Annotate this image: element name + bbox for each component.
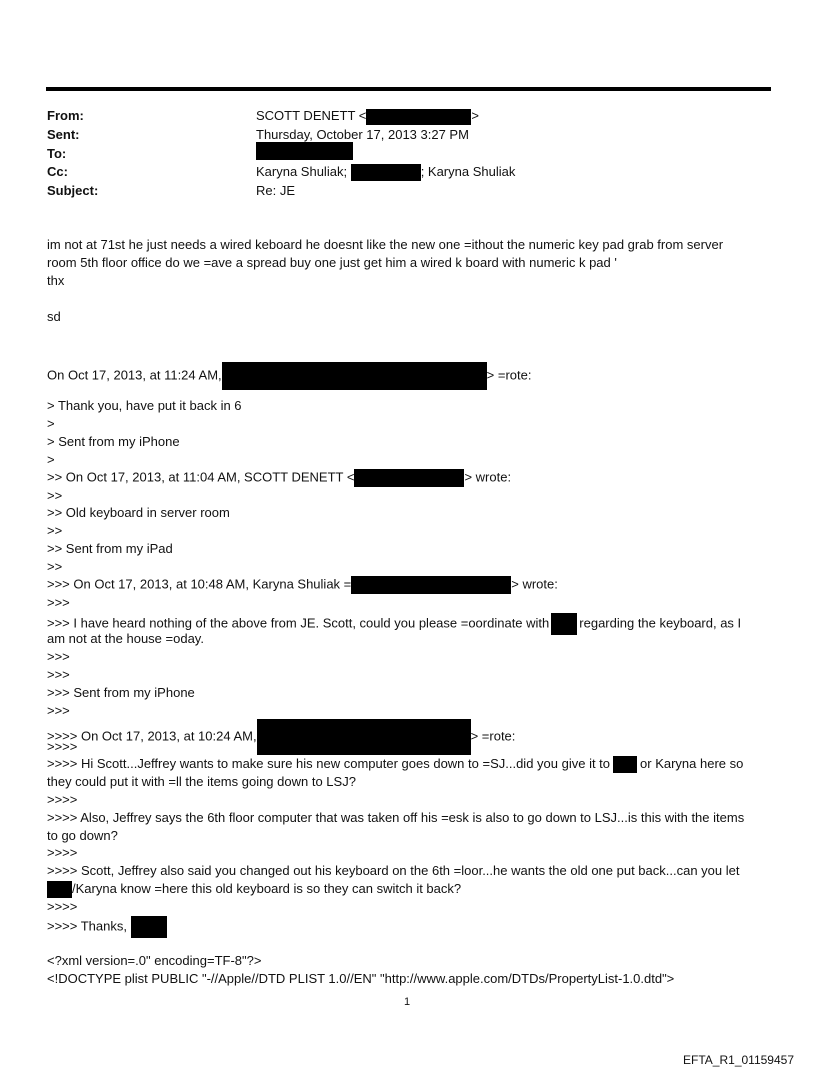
quote-line: >> — [47, 559, 63, 574]
quote-header-suffix: > =rote: — [486, 367, 532, 383]
quote-line: >>>> — [47, 899, 78, 914]
redaction-block — [551, 613, 577, 635]
quote-line: >>> — [47, 667, 70, 682]
redaction-block — [351, 164, 421, 181]
message-line: thx — [47, 273, 65, 288]
quote-line: >>>> — [47, 845, 78, 860]
redaction-block — [257, 719, 471, 755]
xml-line: <?xml version=.0" encoding=TF-8"?> — [47, 953, 262, 968]
quote-line: am not at the house =oday. — [47, 631, 204, 646]
quote-line: >>> — [47, 703, 70, 718]
quote-line: > — [47, 452, 55, 467]
from-value — [256, 108, 479, 125]
quote-header-text: >> On Oct 17, 2013, at 11:04 AM, SCOTT DENETT < — [47, 469, 355, 485]
quote-line: >> Old keyboard in server room — [47, 505, 230, 520]
quote-header-suffix: > wrote: — [464, 469, 512, 485]
quote-header-text: >>> On Oct 17, 2013, at 10:48 AM, Karyna Shuliak = — [47, 576, 352, 592]
quote-line: >>>> — [47, 792, 78, 807]
quote-header-suffix: > wrote: — [511, 576, 558, 592]
from-name: SCOTT DENETT < — [256, 108, 367, 123]
sent-value: Thursday, October 17, 2013 3:27 PM — [256, 127, 469, 142]
to-value — [256, 142, 353, 160]
redaction-block — [222, 362, 487, 390]
subject-label: Subject: — [47, 183, 99, 198]
sent-label: Sent: — [47, 127, 80, 142]
quote-line: to go down? — [47, 828, 118, 843]
redaction-block — [366, 109, 471, 125]
header-rule — [46, 87, 771, 91]
redaction-block — [47, 881, 72, 898]
quote-line: >>>> Also, Jeffrey says the 6th floor computer that was taken off his =esk is also to go down to LSJ...is this with the items — [47, 810, 745, 825]
quote-line: >> — [47, 523, 63, 538]
quote-header-text: >>>> On Oct 17, 2013, at 10:24 AM, — [47, 728, 257, 744]
quote-text: >>>> Thanks, — [47, 918, 127, 934]
quote-line — [47, 881, 461, 898]
quote-line: > — [47, 416, 55, 431]
cc-value — [256, 164, 515, 181]
redaction-block — [131, 916, 167, 938]
quote-line: > Thank you, have put it back in 6 — [47, 398, 242, 413]
redaction-block — [351, 576, 511, 594]
redaction-block — [256, 142, 353, 160]
quote-line: >>> — [47, 595, 70, 610]
quote-text: regarding the keyboard, as I — [579, 615, 742, 631]
quote-line — [47, 756, 743, 773]
quote-line: >>>> — [47, 739, 78, 754]
message-line: sd — [47, 309, 61, 324]
from-label: From: — [47, 108, 84, 123]
cc-name-b: ; Karyna Shuliak — [420, 164, 516, 179]
cc-label: Cc: — [47, 164, 68, 179]
page-number: 1 — [404, 996, 411, 1008]
quote-text: >>> I have heard nothing of the above from JE. Scott, could you please =oordinate with — [47, 615, 550, 631]
quote-header-suffix: > =rote: — [470, 728, 516, 744]
quote-text: or Karyna here so — [640, 756, 744, 771]
message-line: im not at 71st he just needs a wired keboard he doesnt like the new one =ithout the numeric key pad grab from server — [47, 237, 724, 252]
quote-line: >> Sent from my iPad — [47, 541, 173, 556]
quote-line: > Sent from my iPhone — [47, 434, 180, 449]
quote-line: >>>> Scott, Jeffrey also said you changed out his keyboard on the 6th =loor...he wants the old one put back...can you let — [47, 863, 740, 878]
document-id: EFTA_R1_01159457 — [683, 1053, 794, 1067]
quote-header — [47, 362, 531, 390]
redaction-block — [613, 756, 637, 773]
doctype-line: <!DOCTYPE plist PUBLIC "-//Apple//DTD PLIST 1.0//EN" "http://www.apple.com/DTDs/PropertyList-1.0.dtd"> — [47, 971, 675, 986]
quote-header-text: On Oct 17, 2013, at 11:24 AM, — [47, 367, 222, 383]
quote-line: they could put it with =ll the items going down to LSJ? — [47, 774, 356, 789]
quote-header — [47, 469, 511, 487]
message-line: room 5th floor office do we =ave a spread buy one just get him a wired k board with numeric k pad ' — [47, 255, 617, 270]
quote-header — [47, 576, 558, 594]
from-tail: > — [471, 108, 479, 123]
quote-line: >>> Sent from my iPhone — [47, 685, 195, 700]
to-label: To: — [47, 146, 67, 161]
quote-line: >>> — [47, 649, 70, 664]
quote-line: >> — [47, 488, 63, 503]
quote-text: >>>> Hi Scott...Jeffrey wants to make sure his new computer goes down to =SJ...did you give it to — [47, 756, 611, 771]
quote-line — [47, 916, 167, 938]
quote-text: /Karyna know =here this old keyboard is so they can switch it back? — [72, 881, 462, 896]
redaction-block — [354, 469, 464, 487]
cc-name-a: Karyna Shuliak; — [256, 164, 348, 179]
quote-header — [47, 719, 515, 755]
subject-value: Re: JE — [256, 183, 296, 198]
